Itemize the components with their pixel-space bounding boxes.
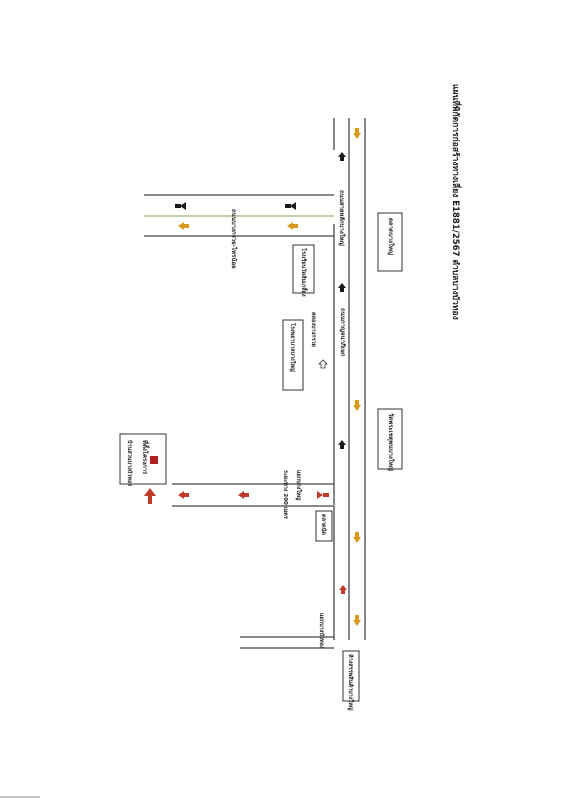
road-label-upper: ถนนบางกรวย-ไทรน้อย: [230, 209, 237, 269]
site-pointer-arrow: [144, 488, 156, 504]
arrow-red: [317, 491, 323, 499]
junction-label-2: แยกบางบัวทอง: [318, 613, 324, 649]
road-label-main: ถนนกาญจนาภิเษก: [339, 308, 346, 357]
arrow-dark: [338, 283, 346, 292]
road-label-canal: คลองบางกรวย: [310, 312, 316, 347]
project-site: [120, 434, 166, 489]
svg-text:โรงเรียนวัดส้มเกลี้ยง: โรงเรียนวัดส้มเกลี้ยง: [300, 248, 306, 297]
svg-text:โรงพยาบาลบางใหญ่: โรงพยาบาลบางใหญ่: [289, 323, 295, 372]
landmark-bottom: [343, 651, 359, 711]
distance-label-1: ระยะทาง 200 เมตร: [282, 470, 288, 519]
junction-label: แยกบางใหญ่: [295, 470, 301, 501]
svg-text:ตลาดนัด: ตลาดนัด: [320, 514, 326, 535]
landmark-small: [316, 511, 332, 541]
svg-text:วัดพระเชตุพนบางใหญ่: วัดพระเชตุพนบางใหญ่: [387, 413, 394, 471]
arrow-red: [339, 585, 347, 594]
hollow-arrow: [319, 360, 327, 368]
svg-text:บ้านสวนบางบัวทอง: บ้านสวนบางบัวทอง: [126, 440, 132, 487]
road-label-parallel: ถนนสายหลักบางใหญ่: [338, 190, 345, 246]
landmark-hospital: [283, 320, 303, 390]
site-marker: [150, 456, 158, 464]
side-road-lower-arrows: [178, 491, 249, 499]
landmark-school: [293, 245, 314, 297]
side-road-lower: [172, 484, 334, 525]
landmark-temple: [378, 409, 402, 471]
arrow-dark: [338, 152, 346, 161]
landmark-market: [378, 213, 402, 271]
svg-text:ห้างสรรพสินค้าบางใหญ่: ห้างสรรพสินค้าบางใหญ่: [347, 654, 353, 711]
arrow-dark: [338, 440, 346, 449]
map-title: แผนที่พิกัดการก่อสร้างทางเลี่ยง E1881/2567 ตำบลบางบัวทอง: [450, 84, 460, 320]
svg-text:ตลาดบางใหญ่: ตลาดบางใหญ่: [387, 218, 394, 255]
svg-text:ที่ตั้งโครงการ: ที่ตั้งโครงการ: [141, 440, 148, 475]
side-road-upper: [144, 195, 334, 236]
